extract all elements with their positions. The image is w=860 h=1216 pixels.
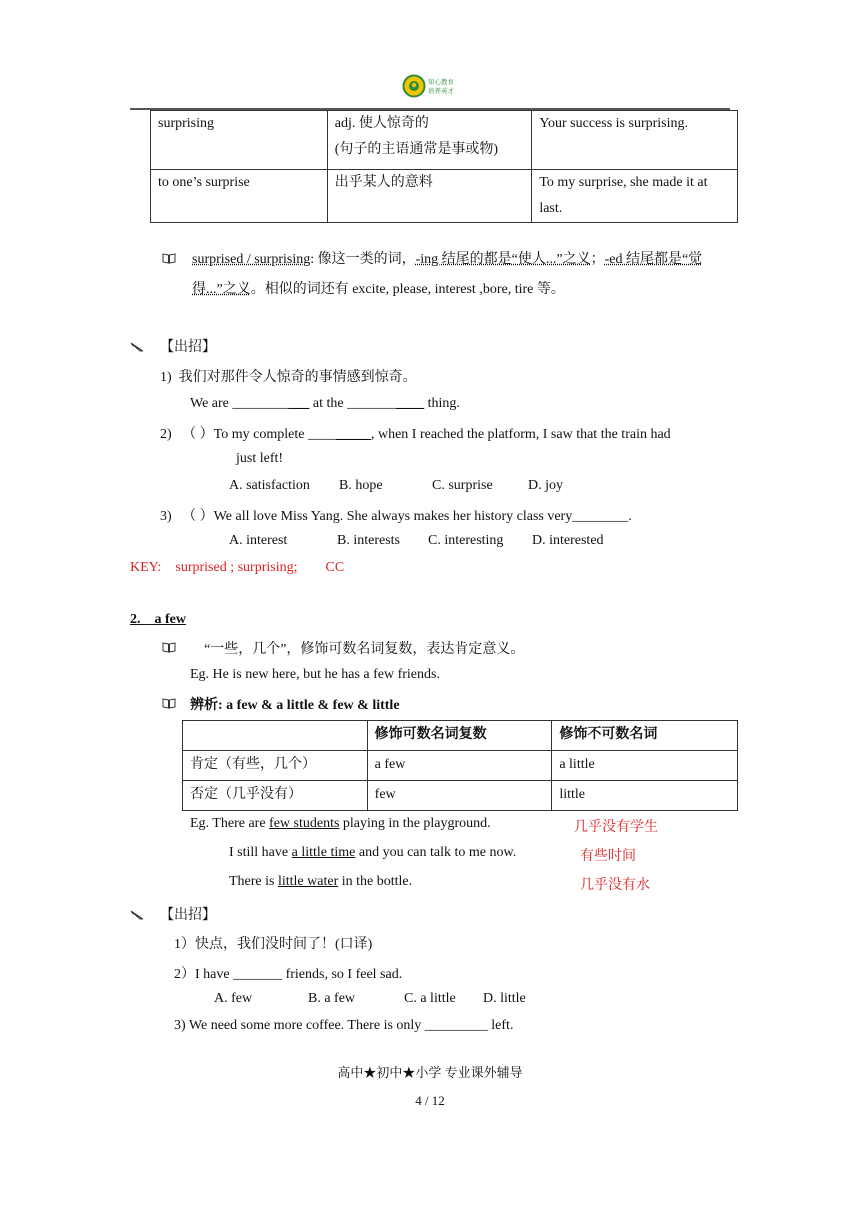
question-2-line2: just left!	[236, 451, 284, 466]
example-text: I still have	[229, 845, 292, 860]
table-cell-example	[532, 111, 738, 170]
option-c: C. surprise	[432, 478, 493, 493]
logo	[402, 74, 460, 98]
note-line-2	[192, 279, 565, 301]
section-spacer: __	[140, 612, 155, 627]
option-b: B. interests	[337, 533, 400, 548]
table-cell: a few	[367, 751, 552, 781]
table-header-row	[183, 721, 738, 751]
question-number: 2)	[160, 427, 172, 442]
answer-blank-underlined: ____	[396, 396, 425, 411]
question-3: 3) We need some more coffee. There is only _________ left.	[174, 1018, 514, 1033]
compare-heading: 辨析: a few & a little & few & little	[190, 698, 400, 713]
example-line	[229, 845, 516, 861]
question-1-sentence	[190, 396, 460, 412]
option-b: B. hope	[339, 478, 383, 493]
question-2	[160, 423, 671, 443]
answer-paren[interactable]: （ ）	[182, 509, 214, 524]
book-icon	[162, 698, 176, 714]
pen-icon	[130, 909, 144, 925]
question-2: 2）I have _______ friends, so I feel sad.	[174, 967, 403, 982]
key-choices: CC	[325, 560, 345, 575]
example-highlight: a little time	[291, 845, 356, 860]
table-cell-example	[532, 170, 738, 223]
table-row	[151, 170, 738, 223]
answer-blank[interactable]: _______	[347, 396, 397, 411]
answer-blank[interactable]: ________	[232, 396, 289, 411]
vocab-table	[150, 110, 738, 223]
table-header-cell: 修饰可数名词复数	[367, 721, 552, 751]
example-text: playing in the playground.	[339, 816, 491, 831]
example-sentence: Eg. He is new here, but he has a few friends.	[190, 667, 440, 682]
example-text: Eg. There are	[190, 816, 270, 831]
table-row	[183, 751, 738, 781]
answer-blank-underlined: ___	[288, 396, 310, 411]
example-translation: 有些时间	[580, 849, 636, 864]
question-text: 我们对那件令人惊奇的事情感到惊奇。	[178, 370, 417, 385]
sentence-text: at the	[309, 396, 348, 411]
question-number: 1)	[160, 370, 172, 385]
note-line-1	[192, 249, 702, 271]
table-header-cell	[183, 721, 368, 751]
note-text: 。相似的词还有 excite, please, interest ,bore, tire 等。	[250, 282, 565, 297]
example-line: Your success is surprising.	[539, 116, 689, 131]
example-text: and you can talk to me now.	[355, 845, 517, 860]
meaning-line: (句子的主语通常是事或物)	[334, 142, 499, 157]
section-title-text: a few	[154, 612, 186, 627]
example-translation: 几乎没有学生	[574, 820, 658, 835]
meaning-line: 出乎某人的意料	[334, 175, 433, 190]
exercise-heading: 【出招】	[160, 340, 216, 355]
note-rule-ed-end: 得...”之义	[192, 282, 251, 297]
table-row	[183, 781, 738, 811]
table-cell: few	[367, 781, 552, 811]
sentence-text: We are	[190, 396, 233, 411]
definition: “一些，几个”，修饰可数名词复数，表达肯定意义。	[204, 642, 525, 657]
table-cell-meaning	[327, 111, 532, 170]
note-term: surprised / surprising	[192, 252, 311, 267]
answer-blank-underlined: _____	[335, 427, 371, 442]
answer-blank[interactable]: ________	[572, 509, 629, 524]
example-line	[229, 874, 412, 890]
example-translation: 几乎没有水	[580, 878, 650, 893]
pen-icon	[130, 341, 144, 357]
answer-paren[interactable]: （ ）	[182, 427, 214, 442]
option-a: A. few	[214, 991, 253, 1006]
option-d: D. interested	[532, 533, 604, 548]
note-rule-ing: -ing 结尾的都是“使人...”之义	[415, 252, 591, 267]
sentence-text: thing.	[424, 396, 460, 411]
book-icon	[162, 253, 176, 269]
question-3	[160, 505, 632, 525]
table-cell-meaning	[327, 170, 532, 223]
answer-blank[interactable]: ____	[307, 427, 336, 442]
option-a: A. satisfaction	[229, 478, 310, 493]
example-line	[190, 816, 491, 832]
table-cell-word: to one’s surprise	[151, 170, 328, 223]
table-cell: a little	[552, 751, 738, 781]
question-1: 1）快点，我们没时间了！(口译)	[174, 937, 373, 952]
example-highlight: few students	[269, 816, 340, 831]
table-cell: little	[552, 781, 738, 811]
note-rule-ed: -ed 结尾都是“觉	[604, 252, 703, 267]
question-text: .	[628, 509, 632, 524]
section-title	[130, 612, 186, 628]
example-text: There is	[229, 874, 278, 889]
option-b: B. a few	[308, 991, 356, 1006]
logo-line1: 知心教育	[428, 78, 454, 86]
book-icon	[162, 642, 176, 658]
key-answers: surprised ; surprising;	[175, 560, 298, 575]
example-line: To my surprise, she made it at	[539, 175, 708, 190]
question-1	[160, 366, 417, 386]
option-c: C. a little	[404, 991, 456, 1006]
example-highlight: little water	[277, 874, 339, 889]
exercise-heading: 【出招】	[160, 908, 216, 923]
footer-slogan: 高中★初中★小学 专业课外辅导	[337, 1065, 523, 1080]
table-cell-word: surprising	[151, 111, 328, 170]
comparison-table	[182, 720, 738, 811]
question-text: We all love Miss Yang. She always makes her history class very	[213, 509, 573, 524]
question-text: To my complete	[213, 427, 308, 442]
option-a: A. interest	[229, 533, 288, 548]
answer-key	[130, 560, 344, 576]
meaning-line: adj. 使人惊奇的	[334, 116, 429, 131]
question-number: 3)	[160, 509, 172, 524]
section-number: 2.	[130, 612, 141, 627]
table-header-cell: 修饰不可数名词	[552, 721, 738, 751]
logo-line2: 培养英才	[428, 87, 454, 95]
table-cell: 否定（几乎没有）	[183, 781, 368, 811]
table-cell: 肯定（有些，几个）	[183, 751, 368, 781]
page-number: 4 / 12	[415, 1093, 445, 1108]
table-row	[151, 111, 738, 170]
question-text: , when I reached the platform, I saw that the train had	[370, 427, 671, 442]
note-text: ；	[590, 252, 605, 267]
option-d: D. little	[483, 991, 526, 1006]
note-text: : 像这一类的词，	[310, 252, 416, 267]
example-line: last.	[539, 201, 563, 216]
option-d: D. joy	[528, 478, 563, 493]
key-label: KEY:	[130, 560, 162, 575]
example-text: in the bottle.	[338, 874, 413, 889]
option-c: C. interesting	[428, 533, 504, 548]
